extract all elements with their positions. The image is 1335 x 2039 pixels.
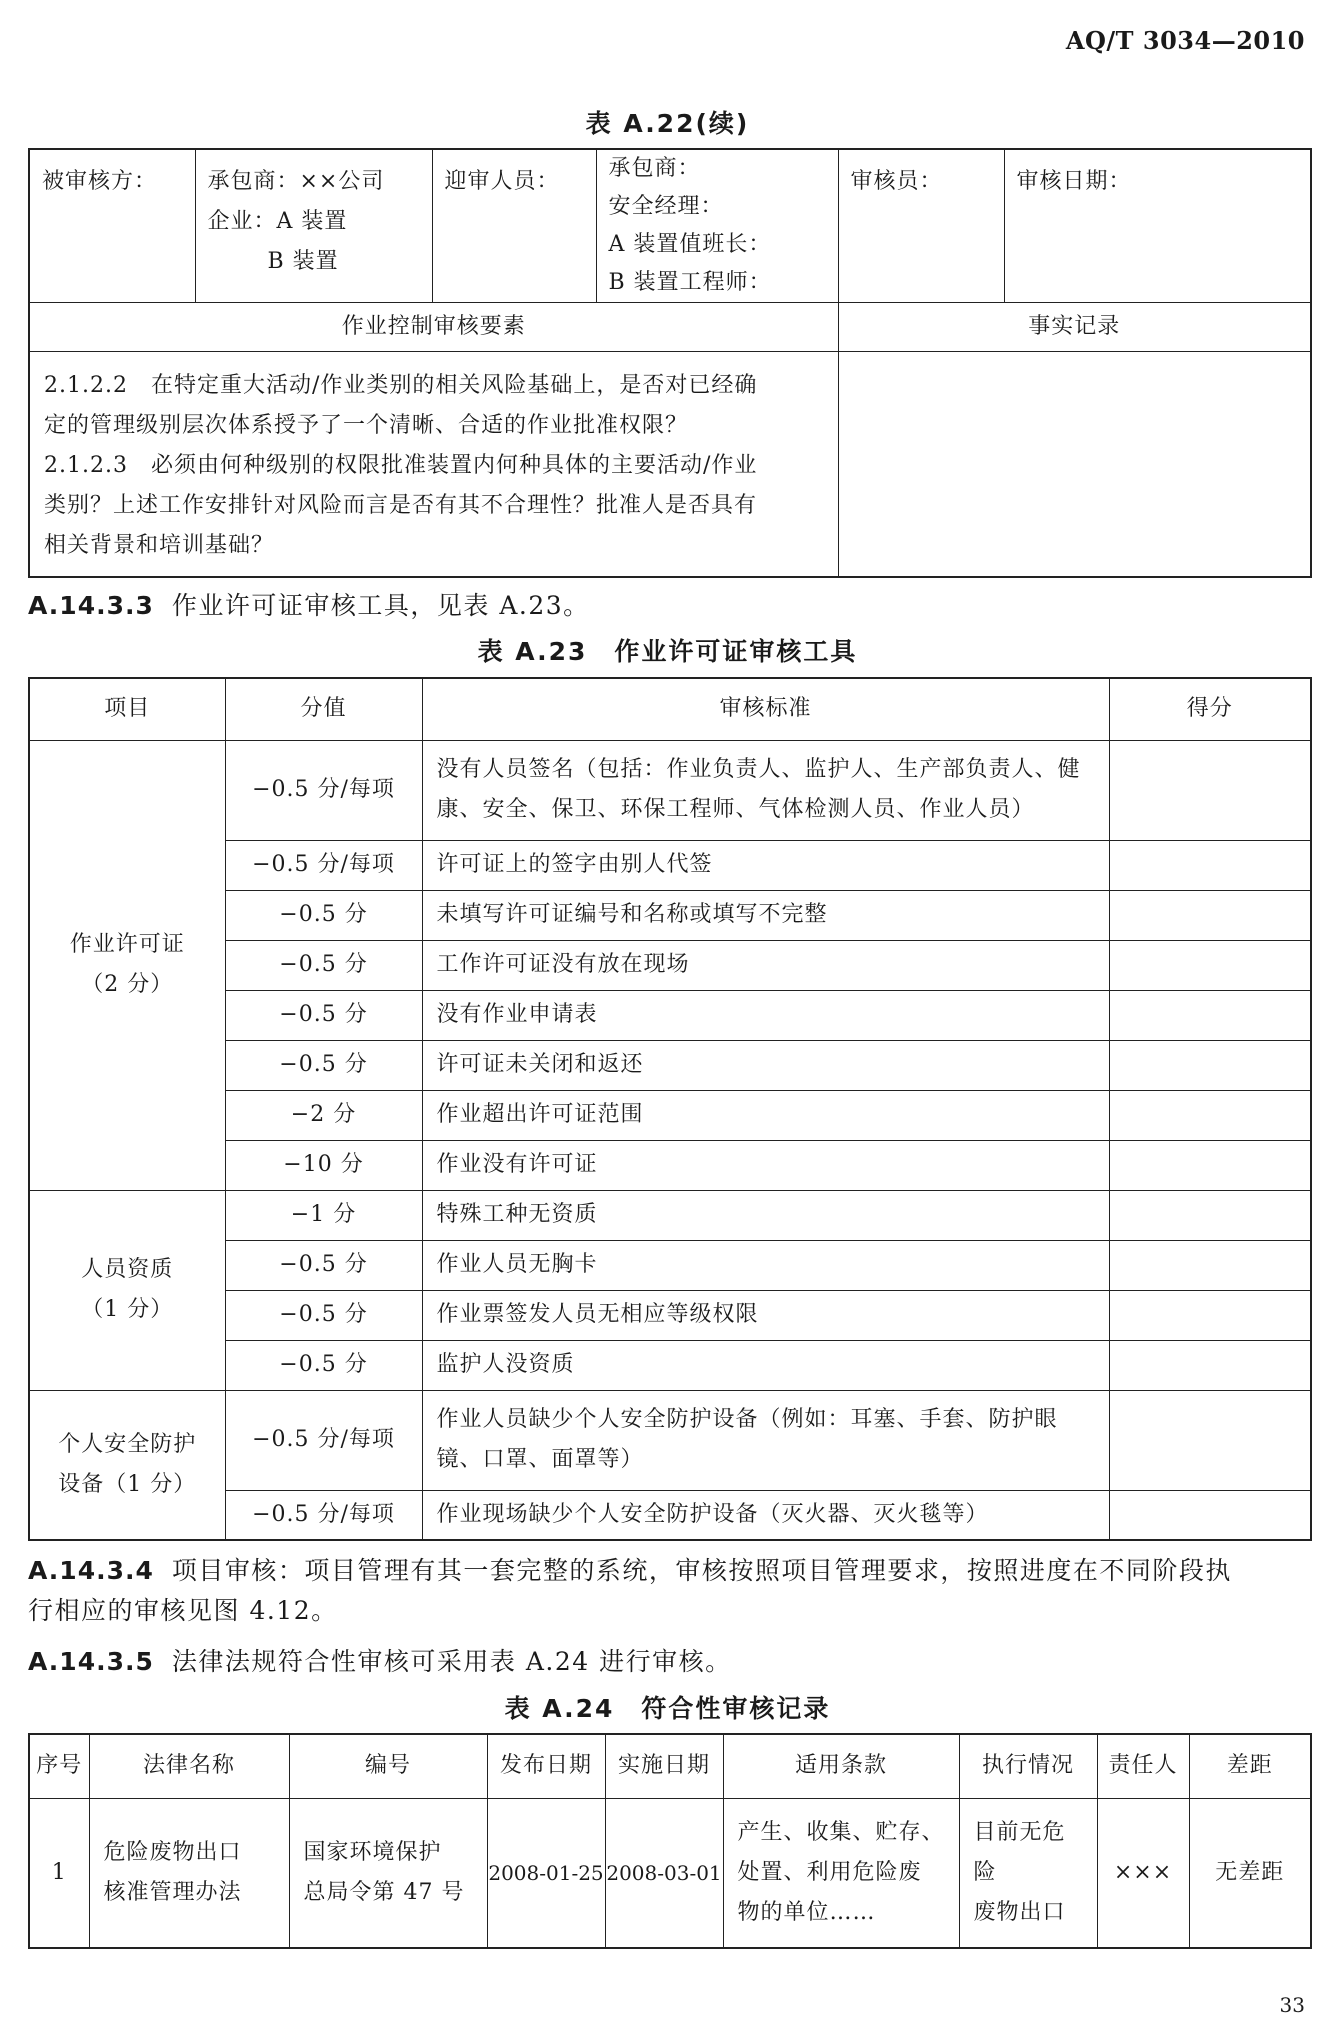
item-work-permit: 作业许可证 （2 分）: [29, 740, 225, 1190]
col-header-item: 项目: [29, 678, 225, 740]
para-text: 项目审核：项目管理有其一套完整的系统，审核按照项目管理要求，按照进度在不同阶段执: [171, 1556, 1232, 1585]
score-value: −0.5 分/每项: [225, 1390, 422, 1490]
col-header-score: 分值: [225, 678, 422, 740]
para-text: 作业许可证审核工具，见表 A.23。: [171, 591, 590, 620]
criteria-text: 没有人员签名（包括：作业负责人、监护人、生产部负责人、健 康、安全、保卫、环保工程师、气体检测人员、作业人员）: [422, 740, 1109, 840]
table-a23-caption: 表 A.23 作业许可证审核工具: [477, 637, 858, 666]
col-header-status: 执行情况: [959, 1734, 1097, 1798]
col-header-elements: 作业控制审核要素: [29, 303, 838, 352]
execution-status: 目前无危险 废物出口: [959, 1798, 1097, 1948]
col-header-facts: 事实记录: [838, 303, 1311, 352]
col-header-publish-date: 发布日期: [487, 1734, 605, 1798]
table-a24: [28, 1733, 1312, 1949]
points-cell: [1109, 840, 1311, 890]
points-cell: [1109, 990, 1311, 1040]
para-text: 行相应的审核见图 4.12。: [28, 1596, 338, 1625]
score-value: −0.5 分: [225, 1290, 422, 1340]
points-cell: [1109, 890, 1311, 940]
section-number: A.14.3.4: [28, 1556, 154, 1585]
table-a22: [28, 148, 1312, 578]
auditor-label: 审核员：: [838, 149, 1004, 303]
col-header-gap: 差距: [1189, 1734, 1311, 1798]
criteria-text: 特殊工种无资质: [422, 1190, 1109, 1240]
score-value: −0.5 分: [225, 890, 422, 940]
points-cell: [1109, 1240, 1311, 1290]
law-name: 危险废物出口 核准管理办法: [89, 1798, 289, 1948]
table-a22-caption: 表 A.22(续): [585, 109, 750, 138]
receiver-line: B 装置工程师：: [608, 270, 772, 295]
applicable-clause: 产生、收集、贮存、 处置、利用危险废 物的单位……: [723, 1798, 959, 1948]
score-value: −0.5 分: [225, 940, 422, 990]
audited-party-label: 被审核方：: [29, 149, 195, 303]
content-line: 类别？上述工作安排针对风险而言是否有其不合理性？批准人是否具有: [44, 493, 758, 518]
criteria-text: 作业超出许可证范围: [422, 1090, 1109, 1140]
score-value: −1 分: [225, 1190, 422, 1240]
receiver-line: 安全经理：: [608, 194, 724, 219]
fact-record-cell: [838, 352, 1311, 577]
points-cell: [1109, 1040, 1311, 1090]
criteria-text: 作业没有许可证: [422, 1140, 1109, 1190]
content-line: 2.1.2.3 必须由何种级别的权限批准装置内何种具体的主要活动/作业: [44, 453, 758, 478]
gap-value: 无差距: [1189, 1798, 1311, 1948]
points-cell: [1109, 1140, 1311, 1190]
points-cell: [1109, 1090, 1311, 1140]
item-personnel-qualification: 人员资质 （1 分）: [29, 1190, 225, 1390]
score-value: −0.5 分/每项: [225, 840, 422, 890]
responsible-person: ×××: [1097, 1798, 1189, 1948]
col-header-law: 法律名称: [89, 1734, 289, 1798]
enterprise-unit-b: B 装置: [267, 249, 339, 274]
row-no: 1: [29, 1798, 89, 1948]
table-row: [29, 740, 1311, 840]
section-number: A.14.3.5: [28, 1647, 154, 1676]
page-number: 33: [1279, 1993, 1305, 2017]
table-row: [29, 1798, 1311, 1948]
points-cell: [1109, 940, 1311, 990]
points-cell: [1109, 1190, 1311, 1240]
para-a1434: [28, 1551, 1313, 1631]
table-row: [29, 1390, 1311, 1490]
points-cell: [1109, 1340, 1311, 1390]
criteria-text: 作业人员缺少个人安全防护设备（例如：耳塞、手套、防护眼 镜、口罩、面罩等）: [422, 1390, 1109, 1490]
col-header-person: 责任人: [1097, 1734, 1189, 1798]
receiver-line: A 装置值班长：: [608, 232, 772, 257]
criteria-text: 没有作业申请表: [422, 990, 1109, 1040]
criteria-text: 作业现场缺少个人安全防护设备（灭火器、灭火毯等）: [422, 1490, 1109, 1540]
contractor-company: 承包商：××公司: [207, 169, 385, 194]
criteria-text: 未填写许可证编号和名称或填写不完整: [422, 890, 1109, 940]
criteria-text: 许可证上的签字由别人代签: [422, 840, 1109, 890]
score-value: −10 分: [225, 1140, 422, 1190]
table-row: [29, 1190, 1311, 1240]
points-cell: [1109, 1490, 1311, 1540]
para-a1435: [28, 1642, 1313, 1682]
points-cell: [1109, 740, 1311, 840]
criteria-text: 作业票签发人员无相应等级权限: [422, 1290, 1109, 1340]
criteria-text: 监护人没资质: [422, 1340, 1109, 1390]
col-header-clause: 适用条款: [723, 1734, 959, 1798]
content-line: 相关背景和培训基础？: [44, 533, 275, 558]
receiver-label: 迎审人员：: [432, 149, 596, 303]
para-text: 法律法规符合性审核可采用表 A.24 进行审核。: [171, 1647, 732, 1676]
audit-date-label: 审核日期：: [1004, 149, 1311, 303]
points-cell: [1109, 1390, 1311, 1490]
score-value: −0.5 分: [225, 1040, 422, 1090]
effective-date: 2008-03-01: [605, 1798, 723, 1948]
col-header-points: 得分: [1109, 678, 1311, 740]
score-value: −0.5 分/每项: [225, 740, 422, 840]
audited-party-value: [195, 149, 432, 303]
enterprise-unit-a: 企业：A 装置: [207, 209, 348, 234]
score-value: −0.5 分: [225, 990, 422, 1040]
audit-element-content: [29, 352, 838, 577]
item-ppe: 个人安全防护 设备（1 分）: [29, 1390, 225, 1540]
standard-code: AQ/T 3034—2010: [1065, 26, 1305, 55]
points-cell: [1109, 1290, 1311, 1340]
section-number: A.14.3.3: [28, 591, 154, 620]
criteria-text: 许可证未关闭和返还: [422, 1040, 1109, 1090]
content-line: 2.1.2.2 在特定重大活动/作业类别的相关风险基础上，是否对已经确: [44, 373, 758, 398]
col-header-no: 序号: [29, 1734, 89, 1798]
score-value: −0.5 分: [225, 1240, 422, 1290]
col-header-criteria: 审核标准: [422, 678, 1109, 740]
law-code: 国家环境保护 总局令第 47 号: [289, 1798, 487, 1948]
table-a24-caption: 表 A.24 符合性审核记录: [504, 1694, 831, 1723]
content-line: 定的管理级别层次体系授予了一个清晰、合适的作业批准权限？: [44, 413, 689, 438]
para-a1433: [28, 586, 1313, 626]
criteria-text: 作业人员无胸卡: [422, 1240, 1109, 1290]
col-header-effective-date: 实施日期: [605, 1734, 723, 1798]
table-a23: [28, 677, 1312, 1541]
receiver-line: 承包商：: [608, 156, 701, 181]
col-header-code: 编号: [289, 1734, 487, 1798]
score-value: −0.5 分: [225, 1340, 422, 1390]
publish-date: 2008-01-25: [487, 1798, 605, 1948]
score-value: −0.5 分/每项: [225, 1490, 422, 1540]
criteria-text: 工作许可证没有放在现场: [422, 940, 1109, 990]
receiver-list: [596, 149, 838, 303]
score-value: −2 分: [225, 1090, 422, 1140]
